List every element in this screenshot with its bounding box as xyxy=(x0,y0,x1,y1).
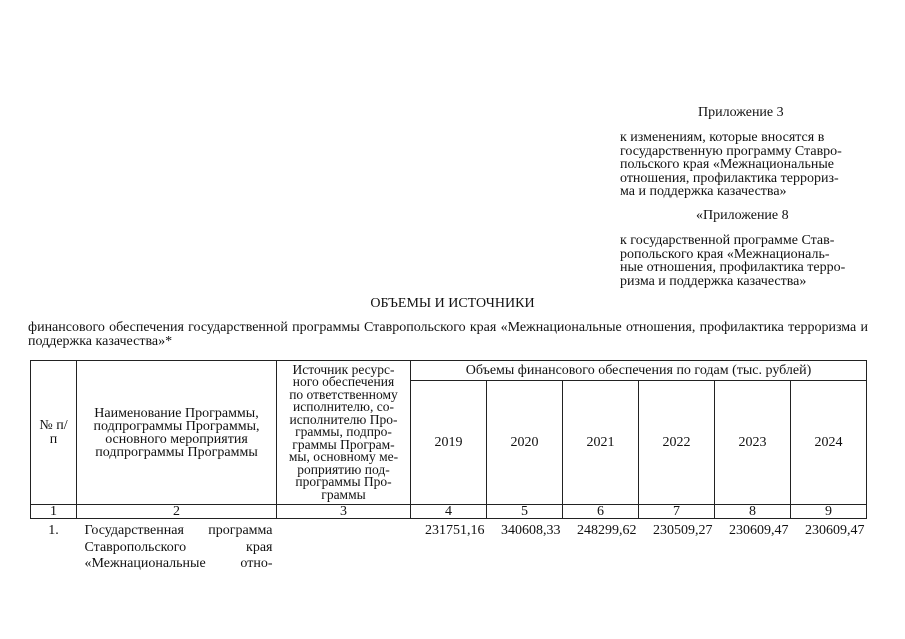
annex2-text-line: к государственной программе Став- xyxy=(620,233,835,248)
header-year: 2024 xyxy=(791,381,867,505)
header-year: 2022 xyxy=(639,381,715,505)
column-number: 9 xyxy=(791,505,867,519)
row-name-line: Ставропольского края xyxy=(84,539,273,555)
table-row xyxy=(31,519,867,573)
annex2-text xyxy=(620,234,868,288)
annex2-text-line: ризма и поддержка казачества» xyxy=(620,273,807,289)
column-number: 1 xyxy=(31,505,77,519)
column-number: 2 xyxy=(77,505,277,519)
row-name-line: Государственная программа xyxy=(84,523,273,538)
row-value: 340608,33 xyxy=(501,523,561,538)
header-source: Источник ресурс-ного обеспечения по ответственному исполнителю, со-исполнителю Про-граммы, подпро-граммы Програм-мы, основному ме-роприятию под-программы Про-граммы xyxy=(277,361,411,505)
funding-table xyxy=(30,360,867,573)
row-value: 230509,27 xyxy=(653,523,713,538)
annex2-title: «Приложение 8 xyxy=(696,208,789,223)
row-value: 231751,16 xyxy=(425,523,485,538)
document-subtitle: финансового обеспечения государственной программы Ставропольского края «Межнациональные отношения, профилактика терроризма и поддержка казачества»* xyxy=(28,320,868,349)
row-number: 1. xyxy=(48,523,59,538)
column-number: 3 xyxy=(277,505,411,519)
header-num: № п/п xyxy=(31,361,77,505)
column-number: 8 xyxy=(715,505,791,519)
column-number: 4 xyxy=(411,505,487,519)
header-name: Наименование Программы, подпрограммы Программы, основного мероприятия подпрограммы Программы xyxy=(77,361,277,505)
row-name-line: «Межнациональные отно- xyxy=(84,556,273,571)
annex-text-line: ма и поддержка казачества» xyxy=(620,184,787,199)
annex-text xyxy=(620,131,876,199)
row-value: 230609,47 xyxy=(729,523,789,538)
document-title: ОБЪЕМЫ И ИСТОЧНИКИ xyxy=(370,296,535,311)
header-year: 2023 xyxy=(715,381,791,505)
annex-text-line: государственную программу Ставро- xyxy=(620,143,842,159)
header-year: 2020 xyxy=(487,381,563,505)
header-year: 2021 xyxy=(563,381,639,505)
annex2-text-line: ропольского края «Межнациональ- xyxy=(620,246,830,262)
annex2-text-line: ные отношения, профилактика терро- xyxy=(620,260,846,275)
row-value: 230609,47 xyxy=(805,523,865,538)
column-number: 7 xyxy=(639,505,715,519)
row-value: 248299,62 xyxy=(577,523,637,538)
annex-title: Приложение 3 xyxy=(698,105,784,120)
column-number: 6 xyxy=(563,505,639,519)
header-year: 2019 xyxy=(411,381,487,505)
row-source xyxy=(277,519,411,573)
header-volumes: Объемы финансового обеспечения по годам (тыс. рублей) xyxy=(411,361,867,381)
row-name xyxy=(77,519,277,573)
annex-text-line: к изменениям, которые вносятся в xyxy=(620,130,825,145)
annex-text-line: отношения, профилактика террориз- xyxy=(620,170,839,186)
annex-text-line: польского края «Межнациональные xyxy=(620,157,834,172)
column-number: 5 xyxy=(487,505,563,519)
